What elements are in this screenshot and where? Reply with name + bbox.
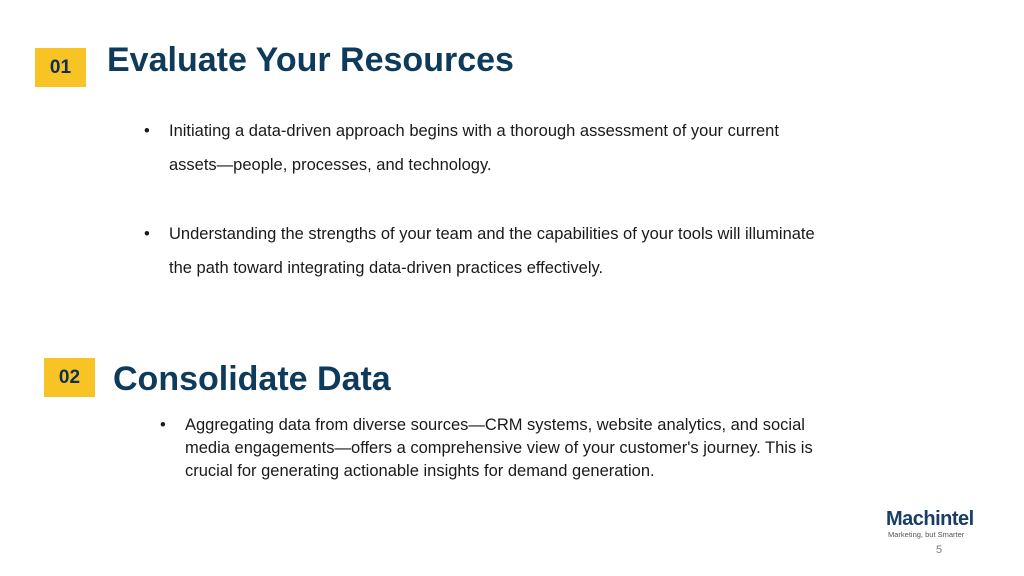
page-number: 5 bbox=[936, 544, 943, 556]
logo-name: Machintel bbox=[886, 508, 974, 530]
bullet-text: Aggregating data from diverse sources—CRM systems, website analytics, and social media engagements—offers a comprehensive view of your customer's journey. This is crucial for generating actionable insights for demand generation. bbox=[185, 416, 813, 480]
section-title: Evaluate Your Resources bbox=[107, 41, 514, 79]
company-logo bbox=[886, 508, 982, 539]
bullet-list bbox=[160, 414, 850, 483]
bullet-icon: • bbox=[160, 416, 166, 434]
bullet-icon: • bbox=[144, 225, 150, 243]
bullet-list bbox=[144, 114, 824, 320]
bullet-text: Initiating a data-driven approach begins with a thorough assessment of your current assets—people, processes, and technology. bbox=[169, 122, 779, 174]
bullet-item bbox=[144, 114, 824, 182]
bullet-text: Understanding the strengths of your team and the capabilities of your tools will illuminate the path toward integrating data-driven practices effectively. bbox=[169, 225, 815, 277]
bullet-item bbox=[144, 217, 824, 285]
bullet-icon: • bbox=[144, 122, 150, 140]
section-number-badge: 01 bbox=[35, 48, 86, 87]
logo-tagline: Marketing, but Smarter bbox=[888, 530, 965, 539]
section-number-badge: 02 bbox=[44, 358, 95, 397]
bullet-item bbox=[160, 414, 850, 483]
section-title: Consolidate Data bbox=[113, 360, 391, 398]
